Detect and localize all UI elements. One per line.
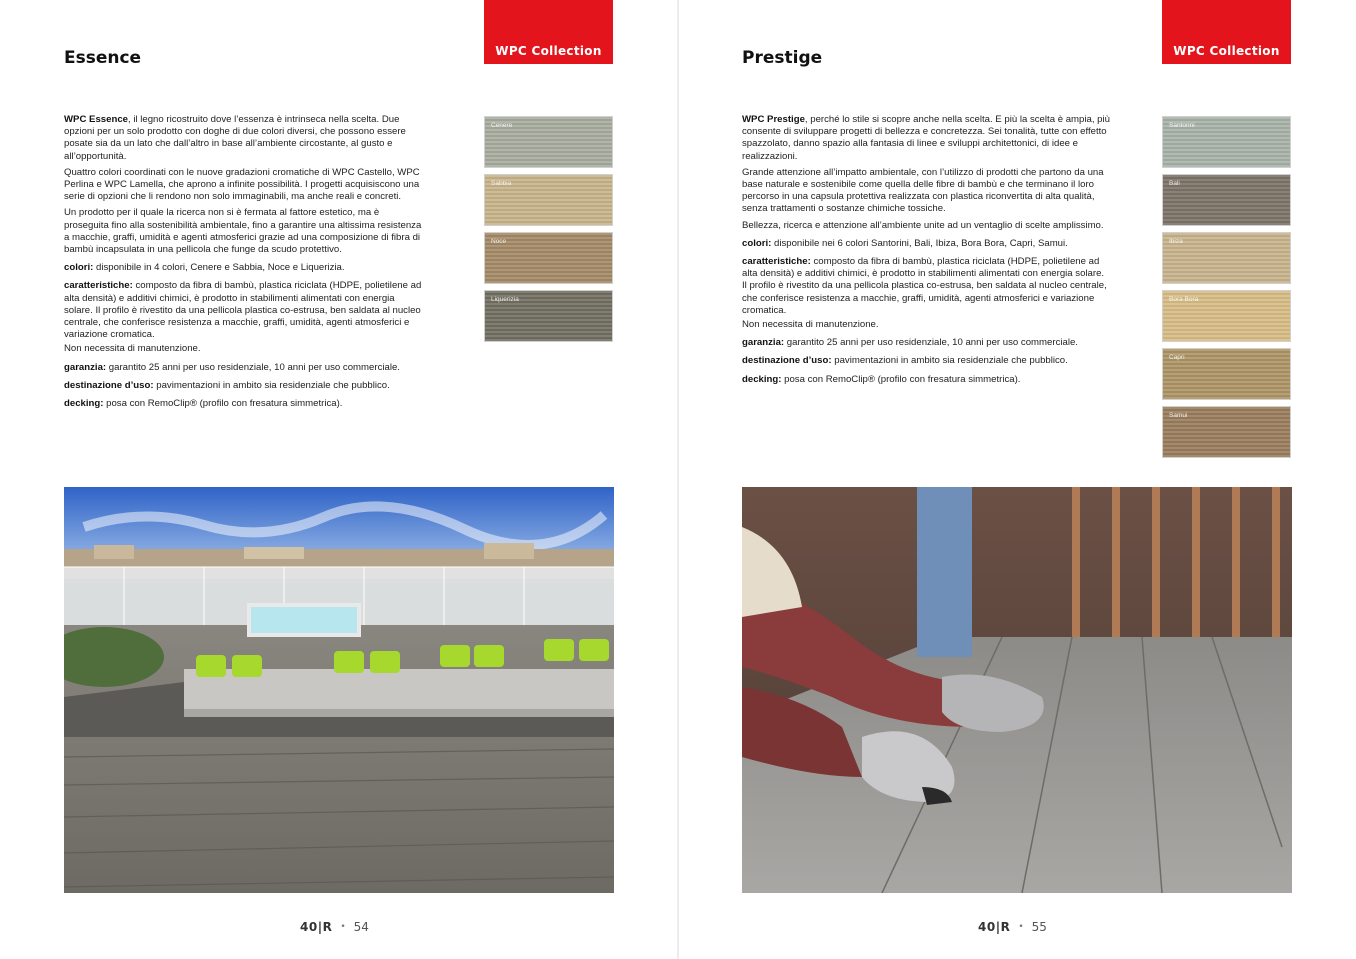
paragraph-decking: decking: posa con RemoClip® (profilo con fresatura simmetrica). <box>742 373 1021 385</box>
brand-logo: 40|R <box>300 920 333 934</box>
page-footer <box>978 920 1047 934</box>
paragraph-intro: WPC Essence, il legno ricostruito dove l’essenza è intrinseca nella scelta. Due opzioni per un solo prodotto con doghe di due colori diversi, che possono essere posate sia da un lato che dall’altro in base all’ambiente circostante, al gusto e all’opportunità. <box>64 114 406 162</box>
page-number: 54 <box>353 920 369 934</box>
footer-separator: • <box>1018 922 1024 932</box>
color-swatch-santorini: Santorini <box>1162 116 1291 168</box>
left-page <box>0 0 677 959</box>
collection-tag: WPC Collection <box>484 0 613 64</box>
page-title: Prestige <box>742 48 823 68</box>
paragraph-beauty: Bellezza, ricerca e attenzione all’ambiente unite ad un ventaglio di scelte amplissimo. <box>742 219 1104 231</box>
right-page <box>679 0 1356 959</box>
paragraph-colors-intro: Quattro colori coordinati con le nuove gradazioni cromatiche di WPC Castello, WPC Perlina e WPC Lamella, che aprono a infinite possibilità. I progetti acquisiscono una serie di opzioni che li rendono non solo immaginabili, ma anche reali e concreti. <box>64 166 420 203</box>
footer-separator: • <box>340 922 346 932</box>
page-title: Essence <box>64 48 142 68</box>
color-swatch-noce: Noce <box>484 232 613 284</box>
color-swatch-sabbia: Sabbia <box>484 174 613 226</box>
paragraph-caratteristiche: caratteristiche: composto da fibra di bambù, plastica riciclata (HDPE, polietilene ad alta densità) e additivi chimici, è prodotto in stabilimenti alimentati con energia solare. Il profilo è rivestito da una pellicola plastica co-estrusa, ben saldata al nucleo centrale, che conferisce resistenza a macchie, graffi, umidità, agenti atmosferici e variazione cromatica. <box>64 280 422 341</box>
product-description <box>742 114 1110 392</box>
paragraph-caratteristiche: caratteristiche: composto da fibra di bambù, plastica riciclata (HDPE, polietilene ad alta densità) e additivi chimici, è prodotto in stabilimenti alimentati con energia solare. Il profilo è rivestito da una pellicola plastica co-estrusa, ben saldata al nucleo centrale, che conferisce resistenza a macchie, graffi, umidità, agenti atmosferici e variazione cromatica. <box>742 256 1107 316</box>
paragraph-decking: decking: posa con RemoClip® (profilo con fresatura simmetrica). <box>64 398 343 410</box>
product-description <box>64 114 426 416</box>
paragraph-research: Un prodotto per il quale la ricerca non si è fermata al fattore estetico, ma è proseguita fino alla sostenibilità ambientale, fino a garantire una altissima resistenza a macchie, graffi, umidità e agenti atmosferici grazie ad una composizione di fibra di bambù incapsulata in una pellicola che funge da scudo protettivo. <box>64 207 422 256</box>
paragraph-garanzia: garanzia: garantito 25 anni per uso residenziale, 10 anni per uso commerciale. <box>64 361 400 373</box>
brand-logo: 40|R <box>978 920 1011 934</box>
color-swatch-bora-bora: Bora Bora <box>1162 290 1291 342</box>
color-swatch-bali: Bali <box>1162 174 1291 226</box>
paragraph-garanzia: garanzia: garantito 25 anni per uso residenziale, 10 anni per uso commerciale. <box>742 337 1078 349</box>
page-number: 55 <box>1031 920 1047 934</box>
color-swatch-ibiza: Ibiza <box>1162 232 1291 284</box>
paragraph-manutenzione: Non necessita di manutenzione. <box>742 319 879 331</box>
page-footer <box>300 920 369 934</box>
color-swatch-capri: Capri <box>1162 348 1291 400</box>
color-swatch-cenere: Cenere <box>484 116 613 168</box>
rooftop-terrace-photo <box>64 487 614 893</box>
color-swatch-liquerizia: Liquerizia <box>484 290 613 342</box>
paragraph-colori: colori: disponibile nei 6 colori Santorini, Bali, Ibiza, Bora Bora, Capri, Samui. <box>742 237 1068 249</box>
paragraph-environment: Grande attenzione all’impatto ambientale, con l’utilizzo di prodotti che partono da una base naturale e sostenibile come quella delle fibre di bambù e che terminano il loro percorso in una capsula protettiva realizzata con plastica riconvertita di alta qualità, senza trattamenti o sostanze chimiche tossiche. <box>742 166 1104 215</box>
child-on-deck-photo <box>742 487 1292 893</box>
paragraph-destinazione: destinazione d’uso: pavimentazioni in ambito sia residenziale che pubblico. <box>742 355 1068 367</box>
paragraph-intro: WPC Prestige, perché lo stile si scopre anche nella scelta. E più la scelta è ampia, più consente di sviluppare progetti di bellezza e concretezza. Sei tonalità, tutte con effetto spazzolato, danno spazio alla fantasia di linee e sviluppi architettonici, di idee e realizzazioni. <box>742 114 1110 162</box>
collection-tag: WPC Collection <box>1162 0 1291 64</box>
color-swatch-samui: Samui <box>1162 406 1291 458</box>
paragraph-destinazione: destinazione d’uso: pavimentazioni in ambito sia residenziale che pubblico. <box>64 379 390 391</box>
paragraph-manutenzione: Non necessita di manutenzione. <box>64 343 201 355</box>
paragraph-colori: colori: disponibile in 4 colori, Cenere e Sabbia, Noce e Liquerizia. <box>64 262 345 274</box>
